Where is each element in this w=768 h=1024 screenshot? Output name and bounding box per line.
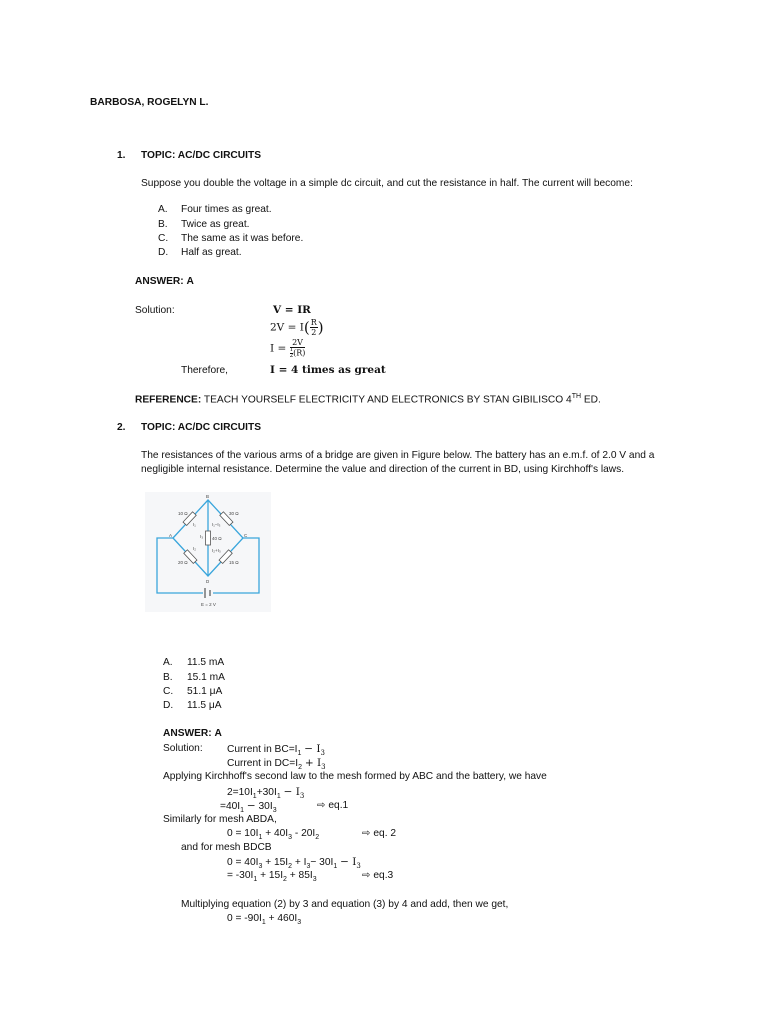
cur-dc-label: I₂+I₃ — [212, 548, 221, 553]
q2-eq3-line2: = $-30I_1 + 15I_2 + 85I_3$ — [227, 870, 317, 884]
q2-answer — [163, 728, 222, 739]
q2-similarly-text: Similarly for mesh ABDA, — [163, 814, 277, 825]
q1-result: I = 4 times as great — [270, 364, 386, 376]
q2-topic: TOPIC: AC/DC CIRCUITS — [141, 422, 261, 433]
q2-answer-value: A — [214, 728, 222, 739]
q2-final-eq: $0 = -90I_1 + 460I_3$ — [227, 913, 302, 927]
bridge-circuit-figure — [145, 492, 271, 612]
q2-current-bc: Current in $BC=I_1 - I_3$ — [227, 743, 326, 758]
q2-number: 2. — [117, 422, 126, 433]
q1-eq2-fraction: $\frac{R}{2}$ — [310, 318, 317, 337]
arrow-right-icon: ⇨ — [362, 870, 371, 881]
q2-question-line2: negligible internal resistance. Determine the value and direction of the current in BD, using Kirchhoff's laws. — [141, 464, 625, 475]
res-bc-label: 30 Ω — [229, 511, 239, 516]
q1-answer-label: ANSWER: — [135, 276, 184, 287]
q1-option-b-letter: B. — [158, 219, 168, 230]
q1-topic: TOPIC: AC/DC CIRCUITS — [141, 150, 261, 161]
q2-eq1-line1: $2=10I_1+30I_1 - I_3$ — [227, 786, 305, 801]
q2-option-a-text: 11.5 mA — [187, 657, 225, 668]
q1-reference-text: TEACH YOURSELF ELECTRICITY AND ELECTRONICS BY STAN GIBILISCO 4 — [203, 394, 572, 406]
q1-reference-sup: TH — [571, 393, 582, 400]
q2-eq2: $0 = 10I_1 + 40I_3 - 20I_2$ — [227, 828, 320, 842]
res-ab-label: 10 Ω — [178, 511, 188, 516]
res-dc-label: 15 Ω — [229, 560, 239, 565]
cur-i3-label: I₃ — [200, 534, 204, 539]
node-b-label: B — [206, 494, 210, 499]
q1-option-d-letter: D. — [158, 247, 169, 258]
arrow-right-icon: ⇨ — [317, 800, 326, 811]
author-name: BARBOSA, ROGELYN L. — [90, 97, 209, 108]
res-bd-label: 40 Ω — [212, 536, 222, 541]
node-c-label: C — [244, 533, 248, 538]
q1-option-a-letter: A. — [158, 204, 168, 215]
q1-question: Suppose you double the voltage in a simple dc circuit, and cut the resistance in half. The current will become: — [141, 178, 633, 189]
q2-eq1-tag: ⇨ eq.1 — [317, 800, 349, 811]
q1-option-c-letter: C. — [158, 233, 169, 244]
q1-eq2-lhs: 2V = I — [270, 321, 304, 334]
arrow-right-icon: ⇨ — [362, 828, 371, 839]
q2-eq3-line1: $0 = 40I_3 + 15I_2 + I_3- 30I_1 - I_3$ — [227, 856, 361, 871]
q1-option-a-text: Four times as great. — [181, 204, 272, 215]
q1-therefore: Therefore, — [181, 365, 228, 376]
resistor-bd — [206, 531, 211, 545]
q1-reference — [135, 393, 601, 405]
q1-number: 1. — [117, 150, 126, 161]
q2-eq2-tag: ⇨ eq. 2 — [362, 828, 397, 839]
q2-option-d-letter: D. — [163, 700, 174, 711]
q1-reference-label: REFERENCE: — [135, 394, 202, 406]
cur-bc-label: I₁−I₃ — [212, 522, 221, 527]
cur-i1-label: I₁ — [193, 522, 196, 527]
q1-eq3-lhs: I = — [270, 342, 287, 355]
q1-solution-label: Solution: — [135, 305, 175, 316]
q1-eq3 — [270, 338, 305, 359]
q1-answer-value: A — [186, 276, 194, 287]
q2-option-b-text: 15.1 mA — [187, 672, 225, 683]
emf-label: E = 2 V — [201, 602, 216, 607]
q2-answer-label: ANSWER: — [163, 728, 212, 739]
cur-i2-label: I₂ — [193, 546, 196, 551]
q2-solution-label: Solution: — [163, 743, 203, 754]
q1-answer — [135, 276, 194, 287]
q1-option-d-text: Half as great. — [181, 247, 242, 258]
q2-current-dc: Current in $DC=I_2 + I_3$ — [227, 757, 326, 772]
q2-eq3-tag: ⇨ eq.3 — [362, 870, 394, 881]
q1-eq2: 2V = I( $\frac{R}{2}$ ) — [270, 318, 324, 337]
q1-eq3-fraction: 2V $\frac{1}{2}$ (R) — [289, 338, 306, 359]
q2-option-b-letter: B. — [163, 672, 173, 683]
q2-option-d-text: 11.5 μA — [187, 700, 222, 711]
q2-option-a-letter: A. — [163, 657, 173, 668]
node-d-label: D — [206, 579, 210, 584]
q2-and-for-text: and for mesh BDCB — [181, 842, 272, 853]
q2-multiplying-text: Multiplying equation (2) by 3 and equation (3) by 4 and add, then we get, — [181, 899, 509, 910]
q2-applying-text: Applying Kirchhoff's second law to the mesh formed by ABC and the battery, we have — [163, 771, 547, 782]
node-a-label: A — [169, 533, 173, 538]
res-ad-label: 20 Ω — [178, 560, 188, 565]
q1-reference-end: ED. — [583, 394, 601, 406]
q2-option-c-letter: C. — [163, 686, 174, 697]
q1-option-c-text: The same as it was before. — [181, 233, 304, 244]
q2-option-c-text: 51.1 μA — [187, 686, 223, 697]
q1-option-b-text: Twice as great. — [181, 219, 250, 230]
q2-question-line1: The resistances of the various arms of a bridge are given in Figure below. The battery has an e.m.f. of 2.0 V and a — [141, 450, 655, 461]
q2-eq1-line2: $=40I_1 - 30I_3$ — [220, 800, 277, 815]
q1-eq1: V = IR — [273, 304, 311, 316]
